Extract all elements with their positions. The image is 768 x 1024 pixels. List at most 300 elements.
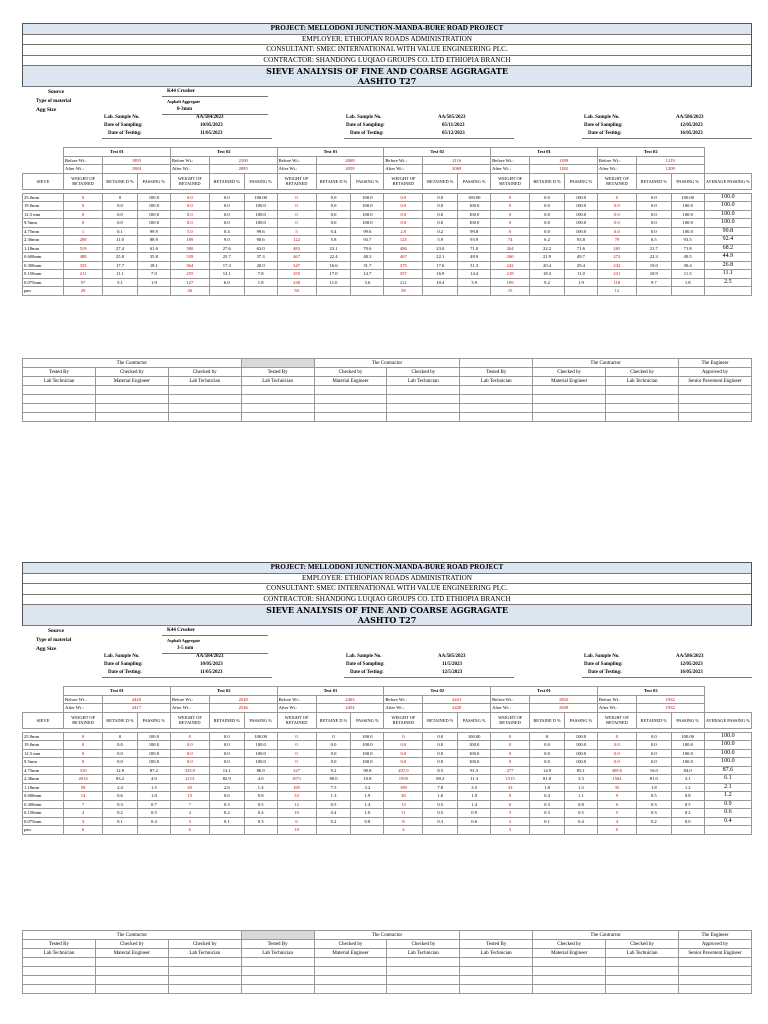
source-value: K44 Crusher <box>167 628 195 633</box>
test-02-header: Test 02 <box>597 148 704 157</box>
report-header <box>22 562 752 626</box>
signature-cell[interactable] <box>387 404 460 413</box>
table-cell: 0.1 <box>530 817 565 826</box>
test-02-header: Test 02 <box>384 687 491 696</box>
table-cell: 467 <box>277 253 316 262</box>
table-cell: 10 <box>277 809 316 818</box>
signature-cell[interactable] <box>460 404 533 413</box>
signature-cell[interactable] <box>533 985 606 994</box>
table-row <box>23 253 752 262</box>
before-weight-value: 1852 <box>530 695 598 704</box>
after-weight-value: 1182 <box>530 165 598 174</box>
pan-value: 3 <box>491 826 530 835</box>
table-cell: 6 <box>491 800 530 809</box>
table-cell: 0.0 <box>423 202 458 211</box>
table-cell: 4 <box>597 817 636 826</box>
signature-cell[interactable] <box>460 413 533 422</box>
table-cell: 185 <box>277 783 316 792</box>
table-cell: 35.8 <box>137 253 170 262</box>
table-cell: 1971 <box>277 775 316 784</box>
table-cell: 0.0 <box>636 193 671 202</box>
table-cell: 0.0 <box>384 193 423 202</box>
signature-cell[interactable] <box>23 395 96 404</box>
table-cell: 17.0 <box>316 270 351 279</box>
signature-cell[interactable] <box>606 976 679 985</box>
sieve-size: 12.5 mm <box>23 210 64 219</box>
sampling-date-value: 12/05/2023 <box>680 662 703 667</box>
table-cell: 100.0 <box>244 749 277 758</box>
table-cell: 310 <box>64 766 103 775</box>
lab-sample-value: AA/585/2023 <box>438 654 466 659</box>
table-cell: 0.0 <box>671 817 704 826</box>
signature-cell[interactable] <box>679 395 752 404</box>
signature-cell[interactable] <box>460 967 533 976</box>
table-cell: 0 <box>64 741 103 750</box>
table-cell: 0 <box>64 193 103 202</box>
signature-cell[interactable] <box>679 413 752 422</box>
signature-cell[interactable] <box>95 395 168 404</box>
table-cell: 3.5 <box>458 783 491 792</box>
table-cell: 0.0 <box>209 758 244 767</box>
signature-cell[interactable] <box>314 976 387 985</box>
table-row <box>23 193 752 202</box>
sieve-size: 1.18mm <box>23 244 64 253</box>
after-weight-value: 2059 <box>316 165 384 174</box>
table-cell: 12.1 <box>209 270 244 279</box>
signature-cell[interactable] <box>168 404 241 413</box>
signature-cell[interactable] <box>606 958 679 967</box>
testing-date-label: Date of Testing: <box>588 670 622 675</box>
report-title: SIEVE ANALYSIS OF FINE AND COARSE AGGRAGATE <box>23 605 751 615</box>
table-cell: 0.2 <box>316 817 351 826</box>
contractor-line: CONTRACTOR: SHANDONG LUQIAO GROUPS CO. LTD ETHIOPIA BRANCH <box>23 595 751 606</box>
table-cell: 539 <box>170 253 209 262</box>
signature-cell[interactable] <box>23 386 96 395</box>
table-cell: 97 <box>64 278 103 287</box>
signature-cell[interactable] <box>23 976 96 985</box>
table-cell: 0.2 <box>209 809 244 818</box>
table-cell: 100.00 <box>244 732 277 741</box>
table-cell: 0.8 <box>671 792 704 801</box>
table-cell: 1.6 <box>423 792 458 801</box>
table-cell: 100.0 <box>137 732 170 741</box>
table-cell: 0 <box>103 732 138 741</box>
table-cell: 100.0 <box>137 758 170 767</box>
table-cell: 0.0 <box>209 202 244 211</box>
signature-cell[interactable] <box>241 985 314 994</box>
table-cell: 0 <box>316 732 351 741</box>
after-weight-value: 2454 <box>316 704 384 713</box>
after-weight-label: After Wt.: <box>384 704 423 713</box>
table-cell: 100.0 <box>351 749 384 758</box>
retained-pct-header: RETAINED % <box>209 712 244 728</box>
average-passing-header: AVERAGE PASSING % <box>704 173 751 189</box>
table-cell: 93.9 <box>458 236 491 245</box>
table-cell: 100.0 <box>671 749 704 758</box>
table-cell: 0.0 <box>636 732 671 741</box>
sample-info <box>22 626 752 686</box>
signature-cell[interactable] <box>460 976 533 985</box>
signature-cell[interactable] <box>241 958 314 967</box>
table-cell: 2.6 <box>209 783 244 792</box>
signature-cell[interactable] <box>168 395 241 404</box>
table-cell: 3.6 <box>351 278 384 287</box>
retained-pct-header: RETAINED % <box>423 712 458 728</box>
table-cell: 227 <box>277 766 316 775</box>
table-cell: 0.0 <box>530 749 565 758</box>
table-cell: 211 <box>64 270 103 279</box>
title-label: Lab Technician <box>23 377 96 386</box>
signature-cell[interactable] <box>679 404 752 413</box>
table-cell: 0 <box>491 202 530 211</box>
table-cell: 483 <box>277 244 316 253</box>
signature-cell[interactable] <box>533 404 606 413</box>
table-cell: 6.2 <box>530 236 565 245</box>
table-row <box>23 270 752 279</box>
table-cell: 0.0 <box>209 219 244 228</box>
table-cell: 12 <box>277 800 316 809</box>
table-row <box>23 732 752 741</box>
table-cell: 347 <box>277 261 316 270</box>
table-cell: 27.4 <box>103 244 138 253</box>
table-cell: 99.8 <box>458 227 491 236</box>
average-passing-value: 6.1 <box>704 775 751 784</box>
table-cell: 100.0 <box>351 741 384 750</box>
table-cell: 22.3 <box>636 253 671 262</box>
table-cell: 0.1 <box>103 817 138 826</box>
table-cell: 17.3 <box>209 261 244 270</box>
table-cell: 18.9 <box>636 270 671 279</box>
signature-cell[interactable] <box>314 967 387 976</box>
table-cell: 90.6 <box>244 236 277 245</box>
table-cell: 18.1 <box>137 261 170 270</box>
signature-cell[interactable] <box>314 985 387 994</box>
test-01-header: Test 01 <box>491 687 598 696</box>
sieve-size: 4.75mm <box>23 766 64 775</box>
sieve-size: 9.5mm <box>23 758 64 767</box>
signature-cell[interactable] <box>241 976 314 985</box>
signature-cell[interactable] <box>23 967 96 976</box>
signature-cell[interactable] <box>679 958 752 967</box>
retained-pct-header: RETAINE D % <box>316 173 351 189</box>
table-row <box>23 809 752 818</box>
table-cell: 8.5 <box>423 766 458 775</box>
average-passing-value: 100.0 <box>704 210 751 219</box>
before-weight-label: Before Wt.: <box>597 695 636 704</box>
table-cell: 357 <box>384 270 423 279</box>
before-weight-value: 2420 <box>103 695 171 704</box>
signature-cell[interactable] <box>387 395 460 404</box>
lab-sample-value: AA/585/2023 <box>438 115 466 120</box>
table-cell: 0.7 <box>137 800 170 809</box>
signature-cell[interactable] <box>606 985 679 994</box>
signature-cell[interactable] <box>533 976 606 985</box>
signature-cell[interactable] <box>23 985 96 994</box>
table-cell: 0.0 <box>384 749 423 758</box>
table-cell: 100.0 <box>671 741 704 750</box>
table-cell: 100.0 <box>565 219 598 228</box>
signature-cell[interactable] <box>387 976 460 985</box>
signature-cell[interactable] <box>387 958 460 967</box>
table-cell: 0.5 <box>565 809 598 818</box>
table-cell: 0.4 <box>137 817 170 826</box>
table-cell: 0.3 <box>530 809 565 818</box>
signature-cell[interactable] <box>314 395 387 404</box>
signature-cell[interactable] <box>460 395 533 404</box>
report-standard: AASHTO T27 <box>23 76 751 87</box>
average-passing-value: 0.9 <box>704 800 751 809</box>
after-weight-label: After Wt.: <box>277 165 316 174</box>
testing-date-value: 12/5/2023 <box>442 670 463 675</box>
signature-cell[interactable] <box>533 967 606 976</box>
table-cell: 31.3 <box>458 261 491 270</box>
table-cell: 125 <box>384 236 423 245</box>
table-cell: 0.5 <box>423 800 458 809</box>
pan-value: 12 <box>597 287 636 296</box>
signature-cell[interactable] <box>241 967 314 976</box>
signature-cell[interactable] <box>168 976 241 985</box>
table-cell: 1950 <box>384 775 423 784</box>
signature-cell[interactable] <box>95 967 168 976</box>
average-passing-value: 1.2 <box>704 792 751 801</box>
sieve-size: 0.150mm <box>23 809 64 818</box>
table-cell: 9.2 <box>316 766 351 775</box>
after-weight-label: After Wt.: <box>597 165 636 174</box>
signature-cell[interactable] <box>23 404 96 413</box>
table-cell: 100.0 <box>244 210 277 219</box>
title-label: Lab Technician <box>241 377 314 386</box>
signature-cell[interactable] <box>168 985 241 994</box>
table-cell: 1.9 <box>351 792 384 801</box>
average-passing-value: 87.6 <box>704 766 751 775</box>
retained-pct-header: RETAINED % <box>636 173 671 189</box>
table-cell: 1.9 <box>137 278 170 287</box>
sieve-size: 19.0mm <box>23 202 64 211</box>
table-cell: 1.8 <box>636 783 671 792</box>
table-cell: 0.0 <box>530 741 565 750</box>
table-cell: 0.0 <box>423 219 458 228</box>
pan-value: 58 <box>384 287 423 296</box>
passing-header: PASSING % <box>671 712 704 728</box>
table-cell: 100.0 <box>351 193 384 202</box>
table-row <box>23 236 752 245</box>
signature-cell[interactable] <box>460 386 533 395</box>
signature-cell[interactable] <box>314 413 387 422</box>
signature-cell[interactable] <box>95 404 168 413</box>
signature-cell[interactable] <box>241 404 314 413</box>
role-label: Checked by <box>533 940 606 949</box>
signature-cell[interactable] <box>460 958 533 967</box>
before-weight-value: 1893 <box>103 156 171 165</box>
signature-cell[interactable] <box>241 413 314 422</box>
signature-cell[interactable] <box>533 413 606 422</box>
table-cell: 22.2 <box>530 244 565 253</box>
table-cell: 83.2 <box>103 775 138 784</box>
before-weight-label: Before Wt.: <box>491 695 530 704</box>
signature-cell[interactable] <box>387 985 460 994</box>
signature-cell[interactable] <box>95 985 168 994</box>
after-weight-label: After Wt.: <box>170 704 209 713</box>
sieve-size: 25.0mm <box>23 193 64 202</box>
lab-sample-label: Lab. Sample No. <box>584 115 620 120</box>
table-cell: 14.9 <box>530 766 565 775</box>
table-cell: 31.7 <box>351 261 384 270</box>
table-cell: 13 <box>384 800 423 809</box>
weight-retained-header: WEIGHT OF RETAINED <box>491 712 530 728</box>
average-passing-value: 100.0 <box>704 758 751 767</box>
table-cell: 0.8 <box>244 792 277 801</box>
table-cell: 0 <box>64 219 103 228</box>
table-cell: 0.4 <box>316 809 351 818</box>
signature-cell[interactable] <box>168 386 241 395</box>
table-cell: 33 <box>491 783 530 792</box>
signature-cell[interactable] <box>241 386 314 395</box>
table-cell: 100.00 <box>671 193 704 202</box>
passing-header: PASSING % <box>137 173 170 189</box>
table-cell: 81.0 <box>636 775 671 784</box>
report-standard: AASHTO T27 <box>23 615 751 626</box>
table-cell: 87.2 <box>137 766 170 775</box>
table-cell: 364 <box>170 261 209 270</box>
average-passing-value: 99.8 <box>704 227 751 236</box>
signature-cell[interactable] <box>679 976 752 985</box>
table-cell: 100.0 <box>565 741 598 750</box>
signature-cell[interactable] <box>314 958 387 967</box>
signature-cell[interactable] <box>95 413 168 422</box>
table-cell: 0.0 <box>423 758 458 767</box>
table-cell: 1.9 <box>458 792 491 801</box>
table-cell: 0.0 <box>530 210 565 219</box>
signature-cell[interactable] <box>387 967 460 976</box>
table-cell: 207.0 <box>384 766 423 775</box>
table-cell: 0.2 <box>636 817 671 826</box>
signature-cell[interactable] <box>95 386 168 395</box>
table-cell: 11.1 <box>103 270 138 279</box>
signature-cell[interactable] <box>679 386 752 395</box>
signature-cell[interactable] <box>168 958 241 967</box>
signature-cell[interactable] <box>168 967 241 976</box>
table-cell: 0 <box>491 741 530 750</box>
pan-value: 0 <box>597 826 636 835</box>
signature-cell[interactable] <box>387 413 460 422</box>
table-cell: 0.0 <box>597 741 636 750</box>
table-cell: 0 <box>64 210 103 219</box>
contractor-group: The Contractor <box>23 931 242 940</box>
signature-cell[interactable] <box>679 967 752 976</box>
role-label: Checked by <box>606 940 679 949</box>
signature-cell[interactable] <box>23 413 96 422</box>
table-cell: 100.0 <box>565 732 598 741</box>
table-cell: 99.6 <box>351 227 384 236</box>
contractor-group: The Contractor <box>533 359 679 368</box>
table-cell: 0.3 <box>423 817 458 826</box>
table-cell: 519 <box>64 244 103 253</box>
after-weight-label: After Wt.: <box>384 165 423 174</box>
signature-cell[interactable] <box>606 404 679 413</box>
table-cell: 0.3 <box>209 800 244 809</box>
signature-cell[interactable] <box>314 386 387 395</box>
average-passing-value: 100.0 <box>704 219 751 228</box>
signature-cell[interactable] <box>95 958 168 967</box>
signature-cell[interactable] <box>314 404 387 413</box>
test-01-header: Test 01 <box>277 687 384 696</box>
engineer-group: The Engineer <box>679 359 752 368</box>
signature-cell[interactable] <box>679 985 752 994</box>
test-02-header: Test 02 <box>170 148 277 157</box>
table-cell: 63.0 <box>244 244 277 253</box>
before-weight-value: 2431 <box>423 695 491 704</box>
sieve-size: 9.5mm <box>23 219 64 228</box>
table-cell: 6.5 <box>636 236 671 245</box>
table-cell: 0.3 <box>636 800 671 809</box>
table-cell: 18.3 <box>530 270 565 279</box>
weight-retained-header: WEIGHT OF RETAINED <box>64 712 103 728</box>
table-cell: 0 <box>491 749 530 758</box>
signature-cell[interactable] <box>23 958 96 967</box>
contractor-group: The Contractor <box>23 359 242 368</box>
signature-cell[interactable] <box>606 386 679 395</box>
table-cell: 82.9 <box>209 775 244 784</box>
table-cell: 7.8 <box>423 783 458 792</box>
table-cell: 74 <box>491 236 530 245</box>
table-cell: 0.5 <box>244 800 277 809</box>
table-row <box>23 210 752 219</box>
testing-date-value: 11/05/2023 <box>200 670 223 675</box>
table-cell: 79 <box>597 236 636 245</box>
table-row <box>23 749 752 758</box>
table-cell: 0.0 <box>103 202 138 211</box>
signature-cell[interactable] <box>606 395 679 404</box>
pan-value: 6 <box>64 826 103 835</box>
signature-cell[interactable] <box>606 967 679 976</box>
signature-cell[interactable] <box>533 395 606 404</box>
table-cell: 0.0 <box>384 210 423 219</box>
table-cell: 1.4 <box>244 783 277 792</box>
material-value: Asphalt Aggregate <box>167 638 201 643</box>
table-cell: 231 <box>597 270 636 279</box>
table-cell: 100.0 <box>351 210 384 219</box>
table-cell: 0.0 <box>530 202 565 211</box>
signature-cell[interactable] <box>95 976 168 985</box>
agg-size-label: Agg Size <box>36 107 57 113</box>
signature-cell[interactable] <box>533 386 606 395</box>
table-cell: 16.9 <box>423 270 458 279</box>
table-cell: 100.0 <box>351 202 384 211</box>
table-cell: 0.6 <box>209 792 244 801</box>
table-cell: 277 <box>491 766 530 775</box>
table-row <box>23 261 752 270</box>
signature-cell[interactable] <box>460 985 533 994</box>
signature-cell[interactable] <box>606 413 679 422</box>
after-weight-value: 2417 <box>103 704 171 713</box>
table-cell: 3 <box>170 817 209 826</box>
signature-cell[interactable] <box>241 395 314 404</box>
table-cell: 11 <box>384 809 423 818</box>
before-weight-value: 2549 <box>209 695 277 704</box>
table-cell: 8 <box>384 817 423 826</box>
table-cell: 81.8 <box>530 775 565 784</box>
signature-cell[interactable] <box>533 958 606 967</box>
table-cell: 3 <box>64 817 103 826</box>
signature-cell[interactable] <box>168 413 241 422</box>
signature-cell[interactable] <box>387 386 460 395</box>
table-cell: 2 <box>491 817 530 826</box>
table-cell: 0.0 <box>384 758 423 767</box>
contractor-group: The Contractor <box>314 359 460 368</box>
weight-retained-header: WEIGHT OF RETAINED <box>384 712 423 728</box>
table-cell: 1.8 <box>530 783 565 792</box>
table-cell: 16.0 <box>636 766 671 775</box>
